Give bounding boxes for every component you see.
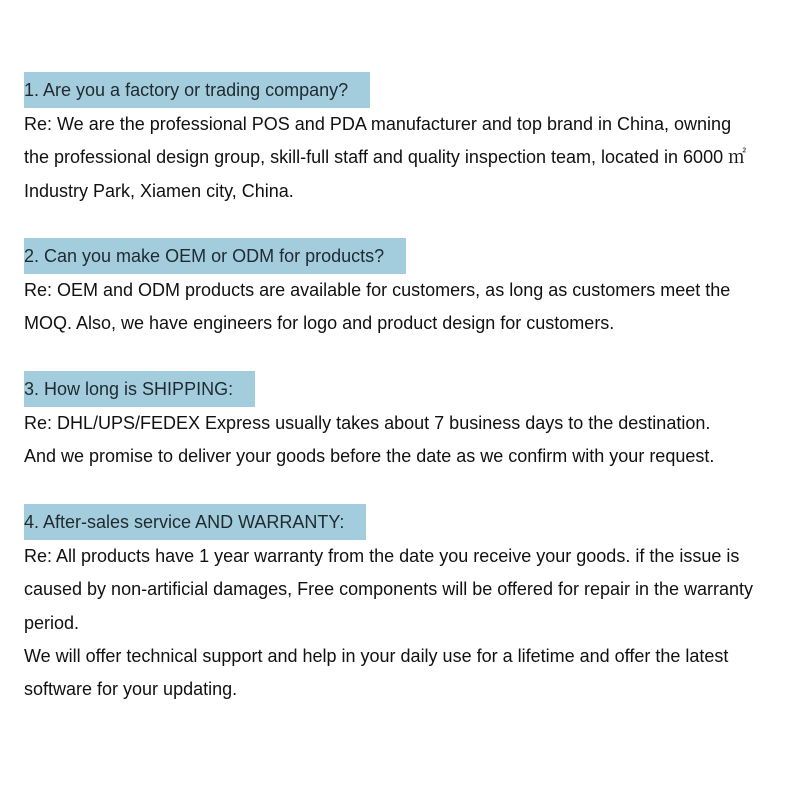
faq-item-factory [24,72,800,208]
faq-answer-line: caused by non-artificial damages, Free components will be offered for repair in the warranty [24,579,754,600]
faq-item-oem-odm [24,238,800,341]
faq-question-heading: 2. Can you make OEM or ODM for products? [24,238,406,274]
faq-answer-line: We will offer technical support and help in your daily use for a lifetime and offer the latest [24,645,729,666]
faq-answer-line: And we promise to deliver your goods before the date as we confirm with your request. [24,446,715,467]
faq-answer-line: Industry Park, Xiamen city, China. [24,180,294,201]
faq-answer-line: Re: OEM and ODM products are available for customers, as long as customers meet the [24,280,731,300]
faq-answer-line: Re: We are the professional POS and PDA manufacturer and top brand in China, owning [24,114,732,134]
faq-question-heading: 3. How long is SHIPPING: [24,371,255,407]
faq-answer-line: the professional design group, skill-full staff and quality inspection team, located in 6000 ㎡ [24,147,747,168]
faq-answer-line: Re: All products have 1 year warranty from the date you receive your goods. if the issue is [24,546,740,566]
faq-answer-line: MOQ. Also, we have engineers for logo and product design for customers. [24,313,615,334]
faq-question-heading: 1. Are you a factory or trading company? [24,72,370,108]
faq-answer-line: software for your updating. [24,679,238,700]
faq-answer-line: period. [24,612,80,633]
faq-item-shipping [24,371,800,474]
faq-answer-line: Re: DHL/UPS/FEDEX Express usually takes about 7 business days to the destination. [24,413,711,433]
faq-question-heading: 4. After-sales service AND WARRANTY: [24,504,366,540]
faq-item-warranty [24,504,800,706]
